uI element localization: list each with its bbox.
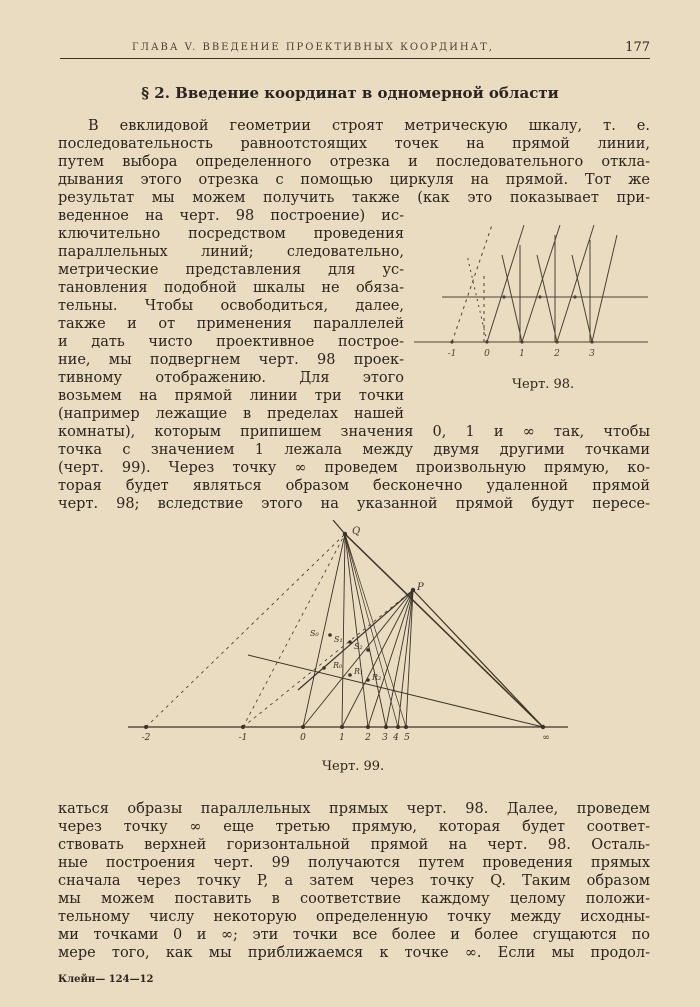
fig98-point: [573, 295, 576, 298]
fig99-ray-q: [345, 534, 398, 727]
fig98-point: [590, 340, 593, 343]
fig99-point: [396, 725, 400, 729]
text-line: путем выбора определенного отрезка и последовательного откла-: [58, 154, 650, 170]
page-header: [60, 38, 650, 59]
fig99-tick-label: -2: [141, 733, 151, 743]
fig99-tick-label: 1: [339, 733, 345, 743]
fig99-point: [404, 725, 408, 729]
text-line: тановления подобной шкалы не обяза-: [58, 280, 404, 296]
section-title: § 2. Введение координат в одномерной области: [141, 84, 559, 102]
fig98-tick-label: 1: [519, 349, 525, 359]
text-line: В евклидовой геометрии строят метрическую шкалу, т. е.: [88, 118, 650, 134]
fig99-ray-p: [303, 590, 413, 727]
fig99-tick-label: 3: [382, 733, 388, 743]
fig99-label-p: P: [417, 582, 424, 593]
text-line: ствовать верхней горизонтальной прямой на черт. 98. Осталь-: [58, 837, 650, 853]
fig98-point: [538, 295, 541, 298]
fig99-label-s0: S₀: [310, 629, 319, 638]
fig99-caption: Черт. 99.: [322, 759, 385, 774]
fig98-tick-label: -1: [447, 349, 457, 359]
text-line: ми точками 0 и ∞; эти точки все более и более сгущаются по: [58, 927, 650, 943]
text-line: мы можем поставить в соответствие каждому целому положи-: [58, 891, 650, 907]
page-number: 177: [625, 40, 650, 55]
fig99-point: [340, 725, 344, 729]
fig99-point: [366, 725, 370, 729]
text-line: возьмем на прямой линии три точки: [58, 388, 404, 404]
fig99-line-p-infinity: [413, 590, 543, 727]
text-line: мере того, как мы приближаемся к точке ∞. Если мы продол-: [58, 945, 650, 961]
fig99-point: [384, 725, 388, 729]
fig99-tick-label: 4: [393, 733, 399, 743]
text-line: параллельных линий; следовательно,: [58, 244, 404, 260]
fig99-line-extension: [333, 520, 345, 534]
fig99-label-s2: S₂: [354, 642, 363, 651]
fig99-ray-p: [398, 590, 413, 727]
fig98-point: [450, 340, 453, 343]
fig99-tick-label: -1: [238, 733, 248, 743]
fig99-point-s: [348, 640, 352, 644]
fig99-point-r: [366, 678, 370, 682]
fig99-ray-q: [345, 534, 386, 727]
fig98-point: [555, 340, 558, 343]
running-head: ГЛАВА V. ВВЕДЕНИЕ ПРОЕКТИВНЫХ КООРДИНАТ,: [132, 42, 494, 53]
fig99-ray-p: [406, 590, 413, 727]
text-line: ние, мы подвергнем черт. 98 проек-: [58, 352, 404, 368]
text-line: сначала через точку P, а затем через точку Q. Таким образом: [58, 873, 650, 889]
fig99-ray-p: [342, 590, 413, 727]
fig99-line-q-infinity: [345, 534, 543, 727]
fig99-point-p: [411, 588, 415, 592]
fig98-tick-label: 3: [589, 349, 595, 359]
fig99-tick-label: 2: [365, 733, 371, 743]
fig98-point: [502, 295, 505, 298]
text-line: черт. 98; вследствие этого на указанной прямой будут пересе-: [58, 496, 650, 512]
fig99-point: [241, 725, 245, 729]
fig98-parallel: [452, 225, 492, 342]
fig98-point: [485, 340, 488, 343]
text-line: ключительно посредством проведения: [58, 226, 404, 242]
fig99-point-q: [343, 532, 347, 536]
text-line: через точку ∞ еще третью прямую, которая будет соответ-: [58, 819, 650, 835]
fig99-horizontal-image: [248, 655, 543, 727]
fig99-label-r1: R₁: [354, 667, 364, 676]
text-line: дывания этого отрезка с помощью циркуля на прямой. Тот же: [58, 172, 650, 188]
fig98-tick-label: 0: [484, 349, 490, 359]
fig99-label-r0: R₀: [333, 661, 343, 670]
text-line: метрические представления для ус-: [58, 262, 404, 278]
text-line: последовательность равноотстоящих точек на прямой линии,: [58, 136, 650, 152]
text-line: (например лежащие в пределах нашей: [58, 406, 404, 422]
fig99-point-r: [322, 666, 326, 670]
text-line: и дать чисто проективное построе-: [58, 334, 404, 350]
text-line: тельному числу некоторую определенную точку между исходны-: [58, 909, 650, 925]
figure-99: [128, 520, 578, 745]
fig99-tick-label: 0: [300, 733, 306, 743]
fig99-tick-label: ∞: [542, 733, 550, 743]
fig98-parallel: [592, 235, 617, 342]
text-line: тивному отображению. Для этого: [58, 370, 404, 386]
text-line: (черт. 99). Через точку ∞ проведем произвольную прямую, ко-: [58, 460, 650, 476]
fig99-dashed-ray: [243, 534, 345, 727]
text-line: ные построения черт. 99 получаются путем проведения прямых: [58, 855, 650, 871]
fig98-caption: Черт. 98.: [512, 377, 575, 392]
fig99-infinity-point: [541, 725, 545, 729]
text-line: результат мы можем получить также (как это показывает при-: [58, 190, 650, 206]
text-line: тельны. Чтобы освободиться, далее,: [58, 298, 404, 314]
printer-signature: Клейн— 124—12: [58, 974, 154, 985]
text-line: веденное на черт. 98 построение) ис-: [58, 208, 404, 224]
figure-98: [412, 215, 650, 365]
fig99-point-r: [348, 673, 352, 677]
fig99-ray-q: [342, 534, 345, 727]
text-line: комнаты), которым припишем значения 0, 1 и ∞ так, чтобы: [58, 424, 650, 440]
fig99-label-q: Q: [352, 526, 361, 537]
text-line: точка с значением 1 лежала между двумя другими точками: [58, 442, 650, 458]
fig99-point: [301, 725, 305, 729]
text-line: торая будет являться образом бесконечно удаленной прямой: [58, 478, 650, 494]
fig99-point-s: [328, 633, 332, 637]
fig99-point-s: [366, 648, 370, 652]
fig99-label-r2: R₂: [372, 673, 382, 682]
text-line: также и от применения параллелей: [58, 316, 404, 332]
text-line: каться образы параллельных прямых черт. 98. Далее, проведем: [58, 801, 650, 817]
fig98-point: [520, 340, 523, 343]
fig98-parallel: [522, 225, 560, 342]
fig98-tick-label: 2: [554, 349, 560, 359]
fig98-diagonal: [502, 255, 522, 342]
fig99-tick-label: 5: [404, 733, 410, 743]
fig99-label-s1: S₁: [334, 635, 343, 644]
fig99-point: [144, 725, 148, 729]
